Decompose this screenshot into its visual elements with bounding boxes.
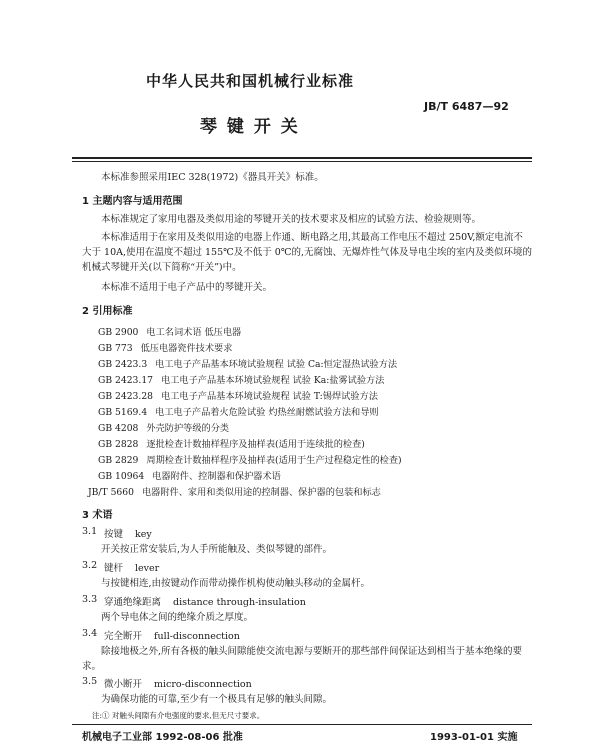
approval-line: 机械电子工业部 1992-08-06 批准 bbox=[82, 732, 243, 743]
term-heading bbox=[104, 560, 159, 574]
term-definition: 两个导电体之间的绝缘介质之厚度。 bbox=[101, 612, 254, 623]
footer-rule bbox=[72, 724, 532, 725]
reference-code: GB 773 bbox=[98, 343, 133, 354]
reference-title: 电工电子产品基本环境试验规程 试验 Ka:盐雾试验方法 bbox=[161, 375, 385, 386]
reference-title: 电工电子产品基本环境试验规程 试验 T:锡焊试验方法 bbox=[161, 391, 378, 402]
term-english: lever bbox=[135, 563, 160, 574]
term-definition: 除接地极之外,所有各极的触头间隙能使交流电源与要断开的那些部件间保证达到相当于基本绝缘的要求。 bbox=[82, 646, 523, 672]
term-english: micro-disconnection bbox=[154, 679, 252, 690]
effective-date: 1993-01-01 实施 bbox=[430, 732, 518, 743]
reference-code: GB 2423.28 bbox=[98, 391, 154, 402]
reference-title: 电器附件、家用和类似用途的控制器、保护器的包装和标志 bbox=[141, 487, 381, 498]
reference-item bbox=[98, 356, 397, 370]
term-chinese: 按键 bbox=[104, 529, 124, 540]
reference-item bbox=[98, 468, 281, 482]
term-english: full-disconnection bbox=[154, 631, 240, 642]
term-english: key bbox=[135, 529, 152, 540]
term-english: distance through-insulation bbox=[173, 597, 306, 608]
reference-title: 电工电子产品着火危险试验 灼热丝耐燃试验方法和导则 bbox=[155, 407, 379, 418]
standard-number: JB/T 6487—92 bbox=[424, 100, 509, 113]
reference-item bbox=[98, 420, 229, 434]
term-number: 3.5 bbox=[82, 676, 98, 687]
term-heading bbox=[104, 526, 152, 540]
intro-paragraph: 本标准参照采用IEC 328(1972)《器具开关》标准。 bbox=[101, 172, 324, 183]
document-title: 琴 键 开 关 bbox=[200, 117, 300, 137]
reference-title: 电器附件、控制器和保护器术语 bbox=[152, 471, 281, 482]
section-1-heading: 1 主题内容与适用范围 bbox=[82, 196, 183, 207]
reference-item bbox=[98, 324, 241, 338]
reference-title: 电工名词术语 低压电器 bbox=[146, 327, 242, 338]
reference-code: JB/T 5660 bbox=[88, 487, 134, 498]
reference-code: GB 5169.4 bbox=[98, 407, 148, 418]
reference-code: GB 2829 bbox=[98, 455, 139, 466]
reference-item bbox=[88, 484, 381, 498]
reference-code: GB 2900 bbox=[98, 327, 139, 338]
section-3-heading: 3 术语 bbox=[82, 510, 113, 521]
term-definition: 与按键相连,由按键动作而带动操作机构使动触头移动的金属杆。 bbox=[101, 578, 371, 589]
term-chinese: 完全断开 bbox=[104, 631, 143, 642]
reference-title: 逐批检查计数抽样程序及抽样表(适用于连续批的检查) bbox=[146, 439, 365, 450]
header-rule-thin bbox=[72, 161, 532, 162]
reference-code: GB 2423.3 bbox=[98, 359, 148, 370]
reference-item bbox=[98, 452, 402, 466]
term-heading bbox=[104, 628, 240, 642]
term-heading bbox=[104, 594, 306, 608]
reference-item bbox=[98, 340, 232, 354]
reference-item bbox=[98, 404, 379, 418]
org-title: 中华人民共和国机械行业标准 bbox=[146, 72, 355, 90]
term-number: 3.4 bbox=[82, 628, 98, 639]
term-definition: 为确保功能的可靠,至少有一个极具有足够的触头间隙。 bbox=[101, 694, 333, 705]
reference-item bbox=[98, 372, 384, 386]
term-chinese: 微小断开 bbox=[104, 679, 143, 690]
section-1-paragraph-3: 本标准不适用于电子产品中的琴键开关。 bbox=[101, 282, 273, 293]
section-1-paragraph-1: 本标准规定了家用电器及类似用途的琴键开关的技术要求及相应的试验方法、检验规则等。 bbox=[101, 214, 482, 225]
term-chinese: 穿通绝缘距离 bbox=[104, 597, 162, 608]
reference-title: 外壳防护等级的分类 bbox=[146, 423, 230, 434]
term-heading bbox=[104, 676, 252, 690]
term-definition: 开关按正常安装后,为人手所能触及、类似琴键的部件。 bbox=[101, 544, 333, 555]
reference-title: 周期检查计数抽样程序及抽样表(适用于生产过程稳定性的检查) bbox=[146, 455, 402, 466]
header-rule-thick bbox=[72, 157, 532, 159]
footnote: 注:① 对触头间隙有介电强度的要求,但无尺寸要求。 bbox=[92, 711, 265, 720]
term-number: 3.3 bbox=[82, 594, 98, 605]
reference-item bbox=[98, 388, 378, 402]
section-2-heading: 2 引用标准 bbox=[82, 306, 133, 317]
section-1-paragraph-2: 本标准适用于在家用及类似用途的电器上作通、断电路之用,其最高工作电压不超过 250V,额定电流不大于 10A,使用在温度不超过 155℃及不低于 0℃的,无腐蚀、无爆炸性气体及导电尘埃的室内及类似环境的机械式琴键开关(以下简称“开关”)中。 bbox=[82, 232, 532, 273]
term-number: 3.2 bbox=[82, 560, 98, 571]
reference-code: GB 10964 bbox=[98, 471, 145, 482]
reference-title: 低压电器瓷件技术要求 bbox=[140, 343, 233, 354]
term-chinese: 键杆 bbox=[104, 563, 124, 574]
reference-code: GB 4208 bbox=[98, 423, 139, 434]
term-number: 3.1 bbox=[82, 526, 98, 537]
reference-item bbox=[98, 436, 365, 450]
reference-code: GB 2828 bbox=[98, 439, 139, 450]
reference-title: 电工电子产品基本环境试验规程 试验 Ca:恒定湿热试验方法 bbox=[155, 359, 398, 370]
reference-code: GB 2423.17 bbox=[98, 375, 154, 386]
